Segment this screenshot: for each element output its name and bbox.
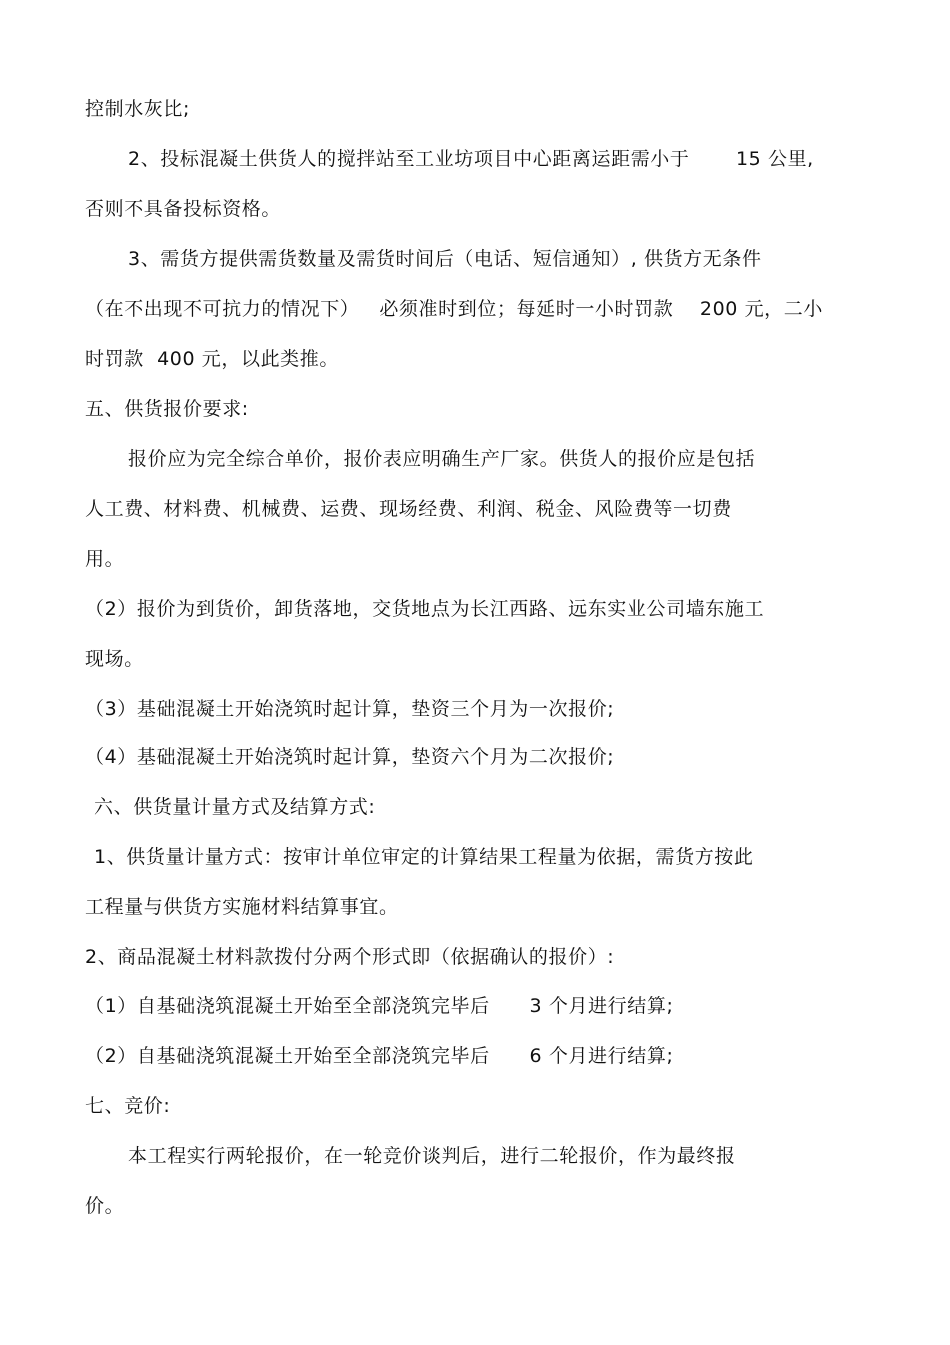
text-line-8: 报价应为完全综合单价，报价表应明确生产厂家。供货人的报价应是包括 (128, 448, 756, 470)
text-line-3: 否则不具备投标资格。 (85, 198, 282, 220)
text-line-1: 控制水灰比; (85, 98, 191, 120)
text-line-4: 3、需货方提供需货数量及需货时间后（电话、短信通知）, 供货方无条件 (128, 248, 762, 270)
text-line-17: 工程量与供货方实施材料结算事宜。 (85, 896, 399, 918)
text-line-13: （3）基础混凝土开始浇筑时起计算，垫资三个月为一次报价; (85, 698, 615, 720)
text-line-5: （在不出现不可抗力的情况下） 必须准时到位；每延时一小时罚款 200 元，二小 (85, 298, 823, 320)
text-line-20: （2）自基础浇筑混凝土开始至全部浇筑完毕后 6 个月进行结算; (85, 1045, 674, 1067)
text-line-14: （4）基础混凝土开始浇筑时起计算，垫资六个月为二次报价; (85, 746, 615, 768)
text-line-23: 价。 (85, 1195, 125, 1217)
section-heading-7: 七、竞价: (85, 1095, 171, 1117)
text-line-10: 用。 (85, 548, 125, 570)
text-line-12: 现场。 (85, 648, 144, 670)
text-line-19: （1）自基础浇筑混凝土开始至全部浇筑完毕后 3 个月进行结算; (85, 995, 674, 1017)
text-line-9: 人工费、材料费、机械费、运费、现场经费、利润、税金、风险费等一切费 (85, 498, 732, 520)
text-line-22: 本工程实行两轮报价，在一轮竞价谈判后，进行二轮报价，作为最终报 (128, 1145, 736, 1167)
section-heading-5: 五、供货报价要求: (85, 398, 249, 420)
section-heading-6: 六、供货量计量方式及结算方式: (94, 796, 376, 818)
text-line-2: 2、投标混凝土供货人的搅拌站至工业坊项目中心距离运距需小于 15 公里, (128, 148, 814, 170)
text-line-11: （2）报价为到货价，卸货落地，交货地点为长江西路、远东实业公司墙东施工 (85, 598, 765, 620)
text-line-16: 1、供货量计量方式：按审计单位审定的计算结果工程量为依据，需货方按此 (94, 846, 754, 868)
text-line-18: 2、商品混凝土材料款拨付分两个形式即（依据确认的报价）: (85, 946, 615, 968)
text-line-6: 时罚款 400 元，以此类推。 (85, 348, 339, 370)
